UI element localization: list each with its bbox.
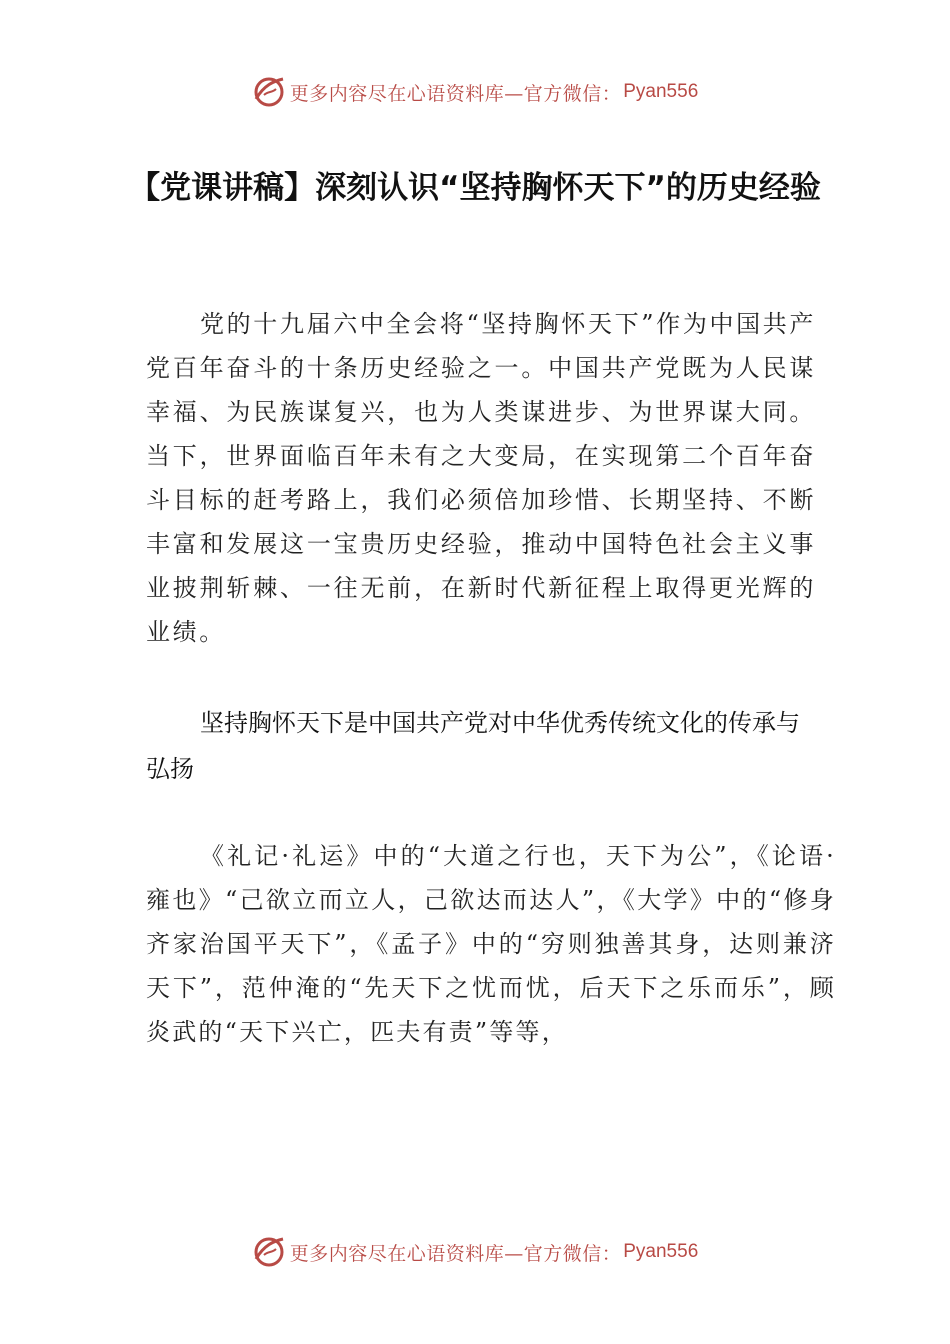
watermark-text: 更多内容尽在心语资料库—官方微信： xyxy=(289,82,622,105)
footer-watermark xyxy=(0,1232,950,1272)
section-heading: 坚持胸怀天下是中国共产党对中华优秀传统文化的传承与弘扬 xyxy=(146,709,800,783)
brand-logo-icon xyxy=(252,75,286,109)
body-paragraph: 党的十九届六中全会将“坚持胸怀天下”作为中国共产党百年奋斗的十条历史经验之一。中国共产党既为人民谋幸福、为民族谋复兴，也为人类谋进步、为世界谋大同。当下，世界面临百年未有之大变局，在实现第二个百年奋斗目标的赶考路上，我们必须倍加珍惜、长期坚持、不断丰富和发展这一宝贵历史经验，推动中国特色社会主义事业披荆斩棘、一往无前，在新时代新征程上取得更光辉的业绩。 xyxy=(146,310,816,646)
header-watermark xyxy=(0,72,950,112)
brand-logo-icon xyxy=(252,1235,286,1269)
watermark-wechat-id: Pyan556 xyxy=(623,1241,699,1262)
body-paragraph: 《礼记·礼运》中的“大道之行也，天下为公”，《论语·雍也》“己欲立而立人，己欲达而达人”，《大学》中的“修身齐家治国平天下”，《孟子》中的“穷则独善其身，达则兼济天下”，范仲淹的“先天下之忧而忧，后天下之乐而乐”，顾炎武的“天下兴亡，匹夫有责”等等， xyxy=(146,842,836,1046)
document-title: 【党课讲稿】深刻认识“坚持胸怀天下”的历史经验 xyxy=(129,170,821,206)
watermark-text: 更多内容尽在心语资料库—官方微信： xyxy=(289,1242,622,1265)
watermark-wechat-id: Pyan556 xyxy=(623,81,699,102)
